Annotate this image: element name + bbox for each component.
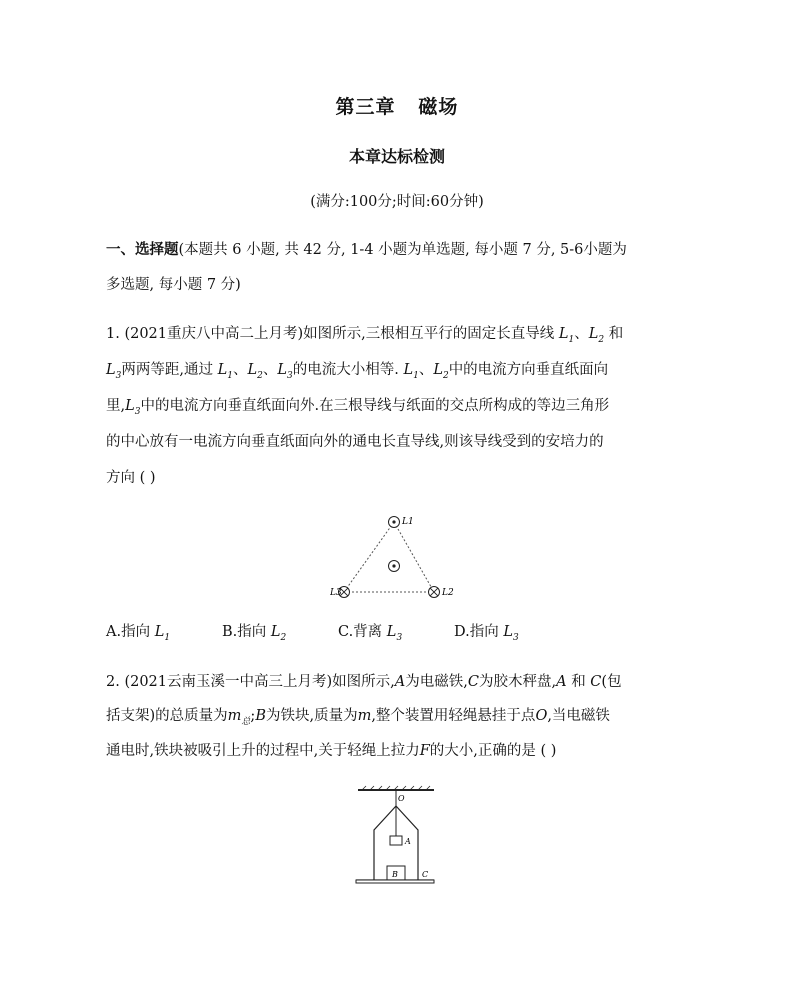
section-desc-2: 多选题, 每小题 7 分)	[106, 277, 241, 293]
q1-option-a[interactable]: A.指向 $L_1$	[106, 624, 171, 643]
q2-source: (2021云南玉溪一中高三上月考)	[124, 674, 333, 690]
label-L1: L1	[402, 517, 414, 527]
q1-option-c[interactable]: C.背离 $L_3$	[338, 624, 403, 643]
label-L2: L2	[442, 588, 454, 598]
q1-var-L2: $L_2$	[588, 326, 605, 345]
figure-electromagnet	[350, 784, 450, 890]
label-B: B	[392, 870, 398, 879]
q1-line-2: $L_3$两两等距,通过 $L_1$、$L_2$、$L_3$的电流大小相等. $L_1$、$L_2$中的电流方向垂直纸面向	[106, 362, 609, 381]
chapter-name: 磁场	[418, 96, 459, 118]
label-A: A	[405, 837, 411, 846]
section-desc-1: (本题共 6 小题, 共 42 分, 1-4 小题为单选题, 每小题 7 分, 5-6小题为	[178, 242, 627, 258]
chapter-number: 第三章	[335, 96, 396, 118]
q1-line-1	[106, 324, 623, 350]
chapter-title	[0, 92, 794, 119]
q2-line-1: 2. (2021云南玉溪一中高三上月考)如图所示,A为电磁铁,C为胶木秤盘,A 和 C(包	[106, 674, 622, 690]
electromagnet-A	[390, 836, 402, 845]
q1-text-2c: 中的电流方向垂直纸面向	[448, 362, 609, 378]
q1-var-L1: $L_1$	[558, 326, 575, 345]
figure-triangle-wires	[330, 508, 460, 608]
q1-text-2b: 的电流大小相等.	[292, 362, 399, 378]
q1-text-2a: 两两等距,通过	[121, 362, 213, 378]
center-wire-out-icon	[389, 561, 400, 572]
scale-pan-C	[356, 880, 434, 883]
q1-and: 和	[608, 326, 624, 342]
q1-option-b[interactable]: B.指向 $L_2$	[222, 624, 287, 643]
section-heading: 一、选择题	[106, 241, 179, 258]
q1-var-L3: $L_3$	[106, 362, 122, 381]
q1-option-d[interactable]: D.指向 $L_3$	[454, 624, 519, 643]
section-heading-line	[106, 240, 627, 260]
q1-sep: 、	[574, 326, 589, 342]
q1-text-1: 如图所示,三根相互平行的固定长直导线	[303, 326, 555, 342]
q2-line-2: 括支架)的总质量为$m_总;B$为铁块,质量为m,整个装置用轻绳悬挂于点O,当电磁铁	[106, 708, 610, 727]
q1-line-3: 里$,L_3$中的电流方向垂直纸面向外.在三根导线与纸面的交点所构成的等边三角形	[106, 398, 610, 417]
label-C: C	[422, 870, 429, 879]
label-L3: L3	[330, 588, 342, 598]
q1-number: 1.	[106, 326, 120, 342]
q2-number: 2.	[106, 674, 120, 690]
q1-line-5: 方向 ( )	[106, 470, 156, 486]
q1-source: (2021重庆八中高二上月考)	[124, 326, 304, 342]
page-subtitle: 本章达标检测	[348, 147, 445, 166]
score-info: (满分:100分;时间:60分钟)	[310, 194, 484, 210]
wire-L1-out-icon	[389, 517, 400, 528]
label-O: O	[398, 794, 405, 803]
q1-line-4: 的中心放有一电流方向垂直纸面向外的通电长直导线,则该导线受到的安培力的	[106, 434, 604, 450]
wire-L2-in-icon	[429, 587, 440, 598]
q2-line-3: 通电时,铁块被吸引上升的过程中,关于轻绳上拉力F的大小,正确的是 ( )	[106, 743, 557, 759]
q1-text-3: 中的电流方向垂直纸面向外.在三根导线与纸面的交点所构成的等边三角形	[140, 398, 610, 414]
